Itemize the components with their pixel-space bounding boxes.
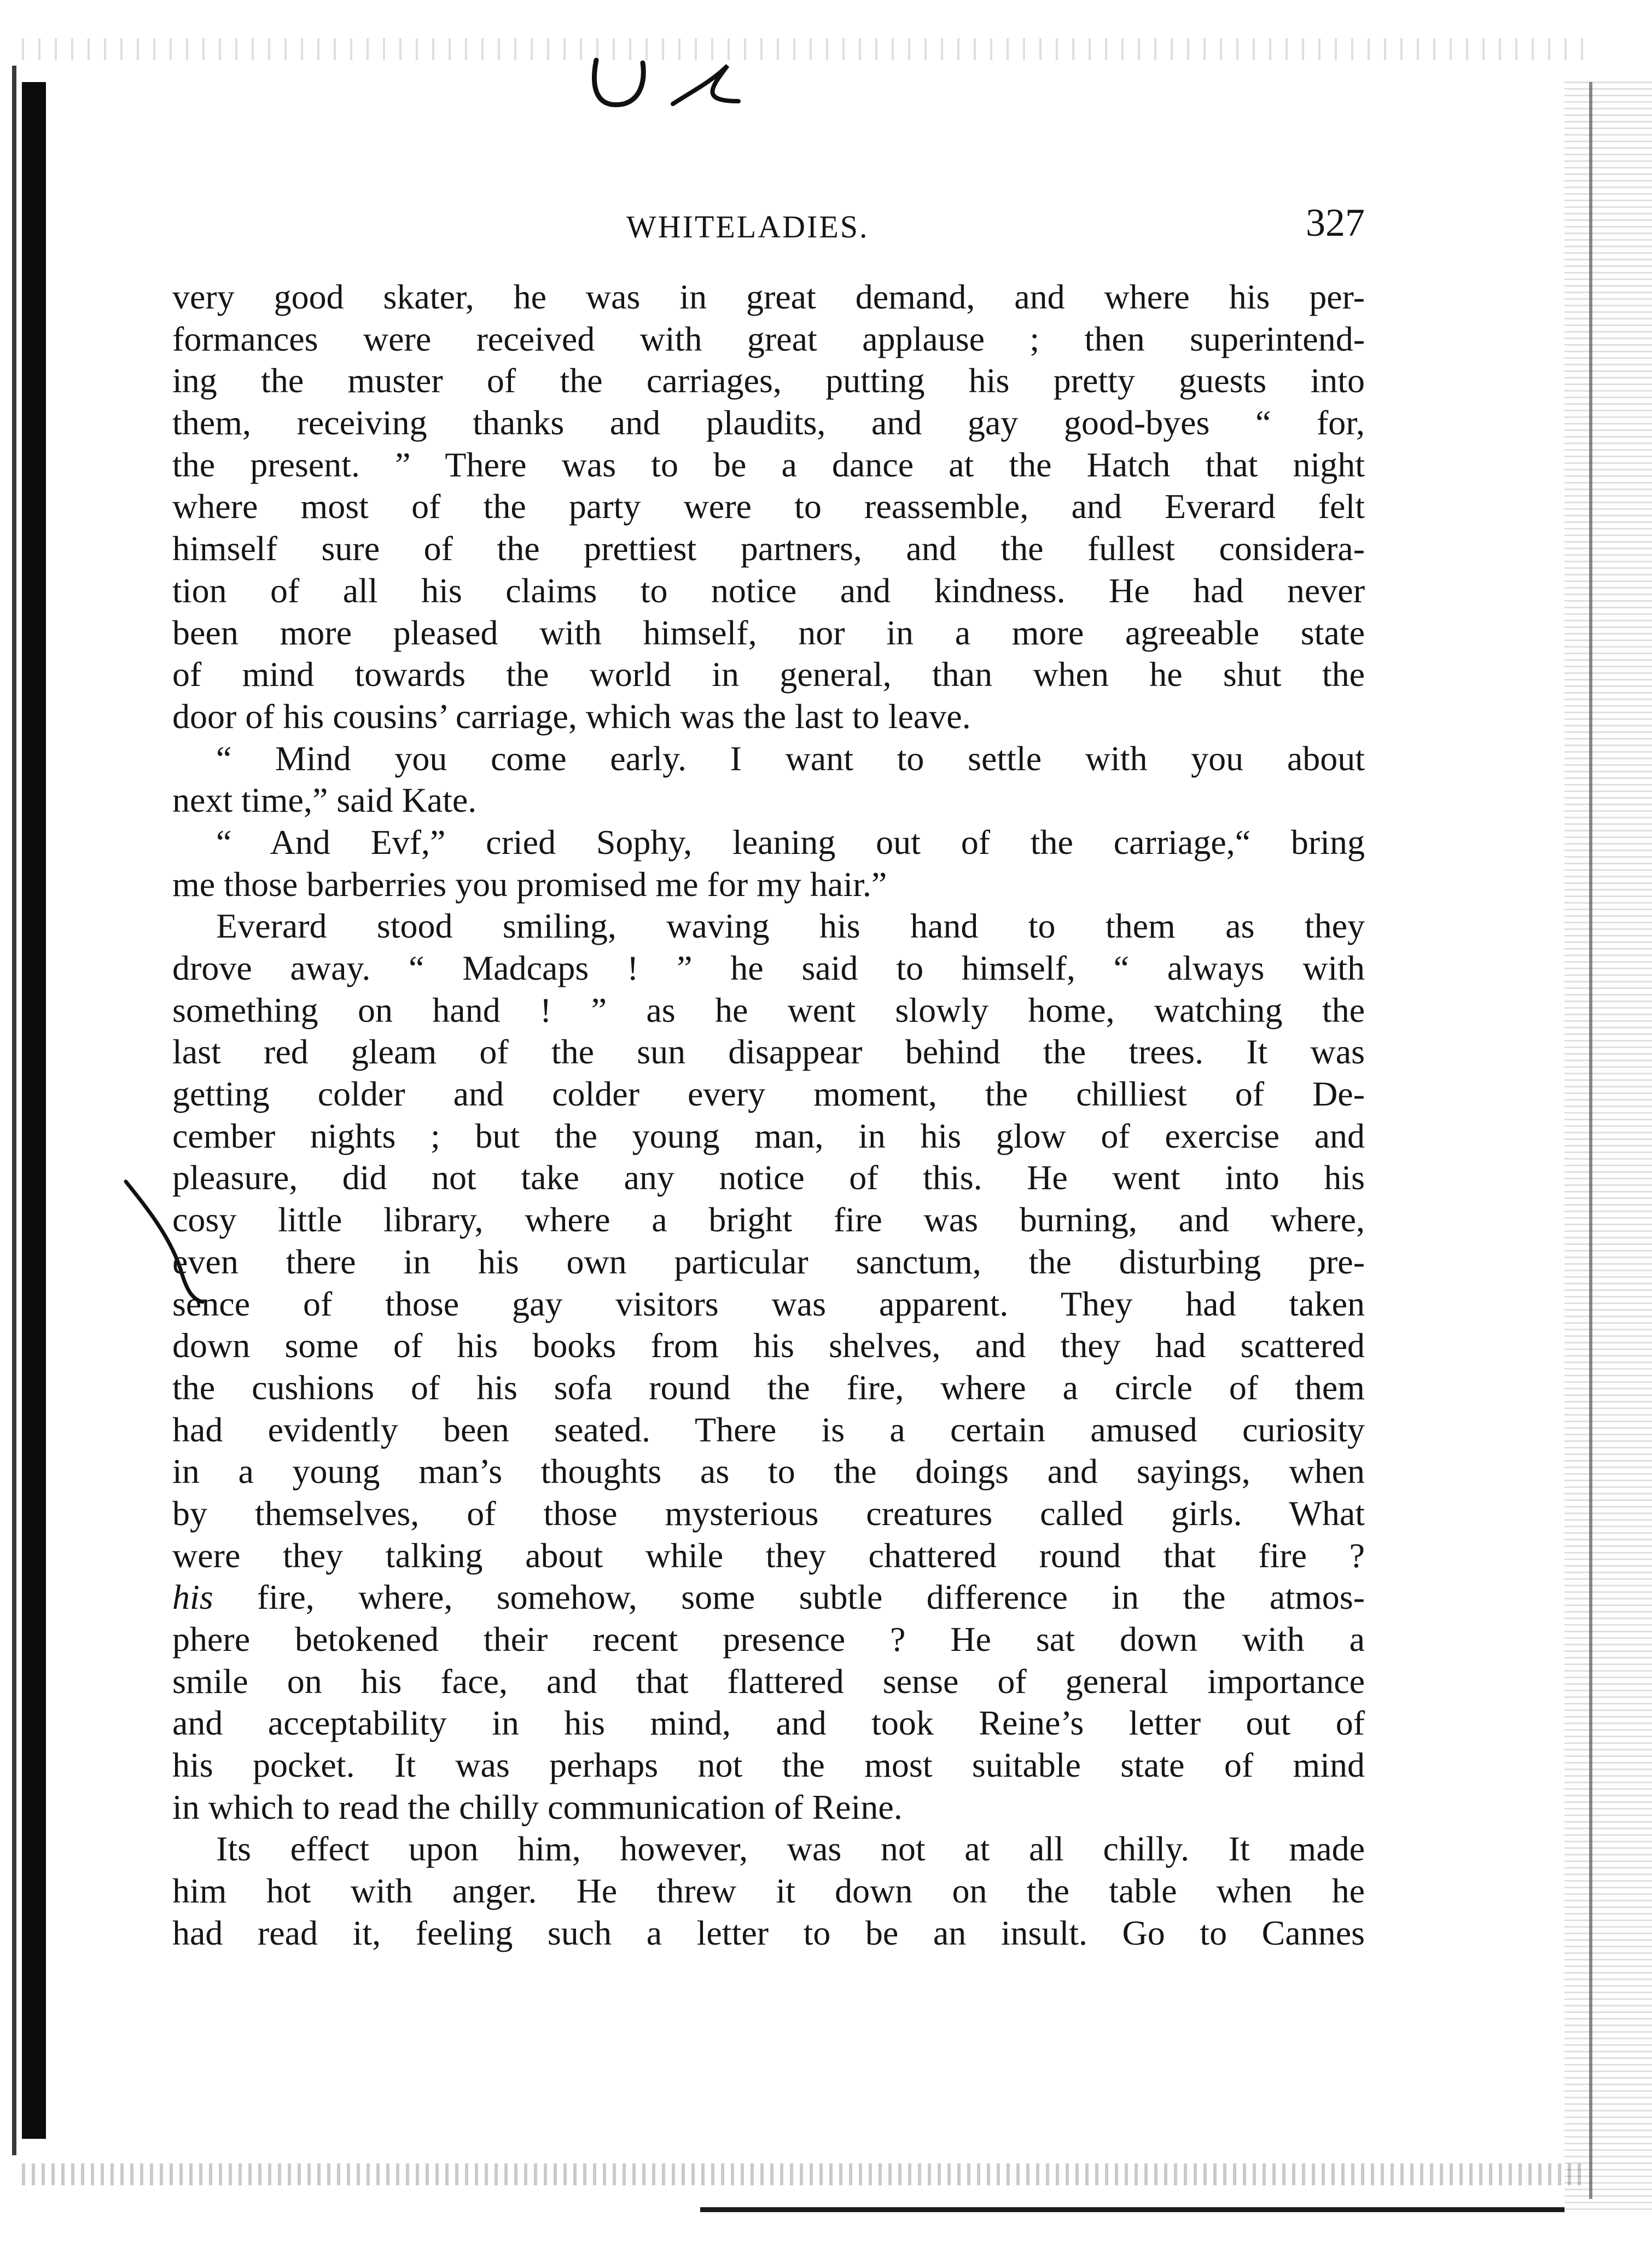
text-line: “ Mind you come early. I want to settle with you about [216,738,1365,778]
text-line: down some of his books from his shelves, and they had scattered [172,1326,1365,1365]
text-line: last red gleam of the sun disappear behind the trees. It was [172,1032,1365,1072]
text-line: of mind towards the world in general, than when he shut the [172,655,1365,694]
text-line: tion of all his claims to notice and kindness. He had never [172,571,1365,610]
text-line: ing the muster of the carriages, putting his pretty guests into [172,361,1365,400]
text-line: been more pleased with himself, nor in a more agreeable state [172,613,1365,652]
bottom-rule [700,2207,1564,2212]
text-line: smile on his face, and that flattered sense of general importance [172,1661,1365,1701]
text-line: formances were received with great applause ; then superintend- [172,319,1365,358]
text-line: were they talking about while they chattered round that fire ? [172,1535,1365,1575]
text-line: very good skater, he was in great demand, and where his per- [172,277,1365,316]
text-line: his pocket. It was perhaps not the most suitable state of mind [172,1746,1365,1785]
text-line: me those barberries you promised me for my hair.” [172,864,887,904]
text-line: by themselves, of those mysterious creatures called girls. What [172,1493,1365,1533]
text-line: getting colder and colder every moment, the chilliest of De- [172,1074,1365,1114]
body-text [172,276,1365,1954]
right-edge-scan-noise [1564,77,1652,2210]
binding-shadow [22,82,46,2139]
top-scan-noise [22,38,1586,60]
bottom-scan-noise [22,2163,1586,2185]
text-line: himself sure of the prettiest partners, and the fullest considera- [172,529,1365,568]
text-line: Its effect upon him, however, was not at all chilly. It made [216,1829,1365,1869]
text-line: in a young man’s thoughts as to the doings and sayings, when [172,1452,1365,1491]
binding-shadow-thin [12,66,16,2155]
text-line: had read it, feeling such a letter to be an insult. Go to Cannes [172,1913,1365,1952]
text-line: in which to read the chilly communication of Reine. [172,1787,903,1826]
right-edge-line [1589,82,1592,2199]
text-line: and acceptability in his mind, and took Reine’s letter out of [172,1703,1365,1743]
text-line: the present. ” There was to be a dance at the Hatch that night [172,445,1365,484]
text-line: next time,” said Kate. [172,781,477,820]
running-title: WHITELADIES. [626,209,869,245]
text-line: his fire, where, somehow, some subtle difference in the atmos- [172,1578,1365,1617]
text-line: cember nights ; but the young man, in his glow of exercise and [172,1116,1365,1155]
text-line: “ And Evf,” cried Sophy, leaning out of the carriage,“ bring [216,822,1365,862]
text-line: where most of the party were to reassemble, and Everard felt [172,487,1365,526]
text-line: door of his cousins’ carriage, which was the last to leave. [172,696,971,736]
text-line: him hot with anger. He threw it down on the table when he [172,1871,1365,1911]
text-line: phere betokened their recent presence ? He sat down with a [172,1620,1365,1659]
text-line: something on hand ! ” as he went slowly home, watching the [172,990,1365,1029]
running-head [172,201,1365,249]
text-line: sence of those gay visitors was apparent. They had taken [172,1284,1365,1323]
page-number: 327 [1306,201,1365,245]
text-line: even there in his own particular sanctum, the disturbing pre- [172,1242,1365,1281]
text-line: drove away. “ Madcaps ! ” he said to himself, “ always with [172,949,1365,987]
text-line: Everard stood smiling, waving his hand to them as they [216,906,1365,946]
handwritten-mark [574,49,760,120]
text-line: the cushions of his sofa round the fire, where a circle of them [172,1368,1365,1407]
text-line: pleasure, did not take any notice of this. He went into his [172,1158,1365,1197]
text-line: had evidently been seated. There is a certain amused curiosity [172,1410,1365,1449]
text-line: cosy little library, where a bright fire was burning, and where, [172,1200,1365,1240]
text-line: them, receiving thanks and plaudits, and gay good-byes “ for, [172,403,1365,443]
